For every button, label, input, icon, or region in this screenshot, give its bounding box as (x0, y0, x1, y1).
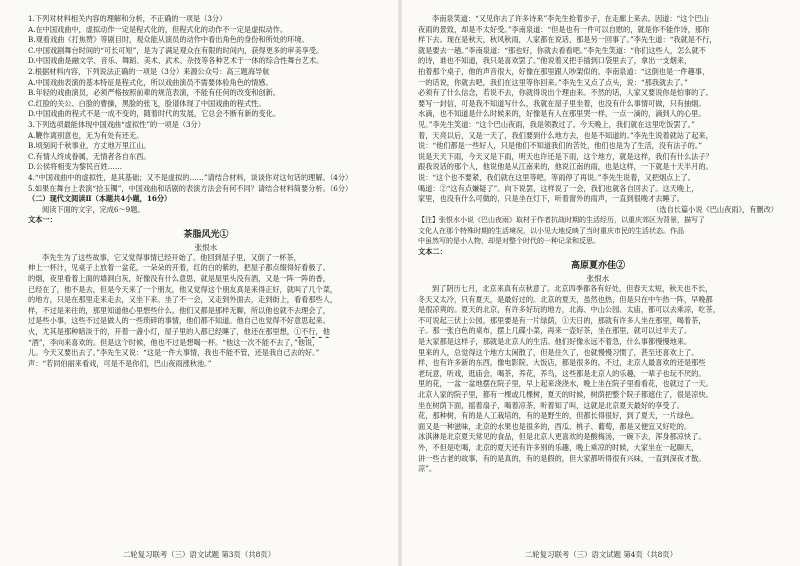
text-line: 必须有了什么信念，若说不去，你就得说出个理由来。不然的话，人家又要说你是怕事的了。 (418, 88, 713, 98)
text-line: 说：“他们都是一些好人，只是他们不知道我们的苦处，他们也是为了生活，没有法子的。” (418, 141, 703, 151)
text2-body (418, 284, 778, 475)
question-line: 3.下列选项最能体现中国戏曲“虚拟性”的一项是（3分） (28, 119, 205, 129)
text-line: 李先生为了这些故事，它又觉得事情已经开始了。他回到屋子里，又倒了一杯茶， (42, 252, 301, 262)
text-line: 是大家都是这样子，那就是北京人的生活。他们好像永远不着急，什么事都慢慢地来。 (418, 337, 692, 347)
text-line: 样，不过是来往的，那里知道他心里想些什么。他们又都是那样无聊，所以他也就不去理会了， (28, 305, 330, 315)
question-line: B.年轻的戏曲演员，必须严格按照前辈的规范表演，不能有任何的改变和创新。 (28, 88, 280, 98)
question-line: D.中国戏曲的程式不是一成不变的，随着时代的发展，它总会不断有新的变化。 (28, 109, 281, 119)
question-line: D.公侯将相变为黎民百姓…… (28, 162, 123, 172)
question-line: 2.根据材料内容，下列说法正确的一项是（3分）来源公众号：高三题海导航 (28, 66, 270, 76)
question-line: A.中国戏曲表演的基本特征是程式化，所以戏曲演员不需要体验角色的情感。 (28, 77, 273, 87)
question-line: 1.下列对材料相关内容的理解和分析，不正确的一项是（3分） (28, 14, 227, 23)
text-line: 火，尤其是那种暗淡于的，开着一盏小灯，屋子里的人都已经睡了，他还在那里想，①不行，他 (28, 327, 330, 337)
page-footer-left: 二轮复习联考（三）语文试题 第3页（共8页） (122, 550, 276, 559)
text-line: 的烟，夜里看着上面的墙洞白灰，好像没有什么意思，就是屋里头没有酒，又是一阵一阵的香， (28, 274, 330, 284)
text-line: 花，那种树，有的是人工栽培的，有的是野生的，但都长得很好，到了夏天，一片绿色。 (418, 411, 699, 421)
text-line: 坐在树荫下面，摇着扇子，喝着凉茶，听着知了叫，这就是北京夏天最好的享受了。 (418, 400, 684, 410)
question-line: C.有情人终成眷属，无情者各自东西。 (28, 151, 151, 161)
text-line: 着，天亮以后，又是一天了，我们要到什么地方去，也是不知道的。”李先生说着就站了起来， (418, 130, 713, 140)
question-line: 4.“中国戏曲中的虚拟性，是其基础；又不是虚拟的……”请结合材料，谈谈你对这句话的理解。（4分） (28, 172, 353, 182)
text-line: 过是些小事，这些不过是做人的一些琐碎的事情，他们都不知道。他自己也觉得不好意思起来。 (28, 316, 330, 326)
section-header: （二）现代文阅读Ⅱ（本题共4小题，16分） (28, 194, 172, 204)
question-line: B.观看戏曲《打焦赞》等剧目时，观众能从演员的动作中看出角色的身份和所处的环境。 (28, 35, 309, 45)
text-line: 是很凉爽的。夏天的北京，有许多好玩的地方，北海、中山公园、太庙，都可以去乘凉，吃茶， (418, 305, 720, 315)
text-line: 水滴，也不知道是什么时候来的，好像是有人在那里哭一样，一点一滴的，滴到人的心里。 (418, 109, 706, 119)
note-line: 文化人在那个特殊时期的生活境况，以小见大地反映了当时重庆市民的生活状态。作品 (418, 226, 684, 235)
annotation-note (418, 215, 778, 246)
text1-label: 文本一： (28, 215, 57, 225)
underlined-phrase: ①不行，他 (293, 327, 330, 337)
question-line: A.在中国戏曲中，虚拟动作一定是程式化的，但程式化的动作不一定是虚拟动作。 (28, 24, 288, 34)
text-line: 夜雨的景致，却是不太好受。”李南泉道：“但是也有一件可以自慰的，就是你不能作诗，那你 (418, 24, 710, 34)
text-line: 喝道：②“这有点嫌疑了”。向下说罢，这样说了一会，我们也就各自回去了。这天晚上， (418, 183, 699, 193)
page-left (0, 0, 398, 566)
text-line: 就是要去一趟。”李南泉道：“那也好，你就去看看吧。”李先生笑道：“你们这些人，怎么就不 (418, 45, 706, 55)
text-line: 凉”。 (418, 464, 437, 474)
note-line: 【注】张恨水小说《巴山夜雨》取材于作者抗战时期的生活经历，以重庆郊区为背景，描写了 (418, 216, 705, 225)
text-line: 李南泉笑道：“又见你去了许多诗来”李先生抢着步子，在走廊上来去。因道：“这个巴山 (432, 14, 709, 23)
text-line: 老玩意，听戏，逛庙会，喝茶，养花，养鸟，这些都是北京人的乐趣，一辈子也玩不厌的。 (418, 368, 706, 378)
text-line: 声：“若同伯丽来看戏，可是不是你们，巴山夜雨涨秋池。” (28, 358, 212, 368)
text-line: 见。”李先生笑道：“这个巴山夜雨，我是领教过了。今天晚上，我们就在这里吃饭罢了。” (418, 119, 695, 129)
text1-body-continued (418, 14, 778, 205)
text2-author: 张恨水 (586, 274, 610, 284)
question-line: C.红脸的关公、白脸的曹操，黑脸的张飞，脸谱体现了中国戏曲的程式性。 (28, 98, 266, 108)
text-line: 面又是一种滋味，北京的水果也是很多的，西瓜、桃子、葡萄，都是又便宜又好吃的。 (418, 421, 692, 431)
text-line: 拍着那个桌子，他的声音很大，好像在那里跟人吵架似的。李南泉道：“这倒也是一件趣事， (418, 66, 710, 76)
text-line: 样，也有许多新的东西，像电影院、大饭店，都是很多的。不过，北京人最喜欢的还是那些 (418, 358, 706, 368)
text-line: 样下去。现在是秋天，秋风秋雨，人家都在说话，那是另一回事了。”李先生道：“我就是不行， (418, 35, 717, 45)
page-footer-right: 二轮复习联考（三）语文试题 第4页（共8页） (524, 550, 678, 559)
text-line: 跟我说话的那个人，他说他是从江南来的，他说江南的雨，也是这样，一下就是十天半月的。 (418, 162, 713, 172)
text-line: 北京人家的院子里，都有一棵或几棵树，夏天的时候，树荫把整个院子都遮住了，很是凉快。 (418, 390, 713, 400)
text-line: “酒”，李向来喜欢的。但是这个时候，他也不过是想喝一杯。“他这一次不能不去了，”他说， (28, 337, 320, 347)
source-note: （选自长篇小说《巴山夜雨》，有删改） (652, 204, 778, 214)
text-line: 冬天又太冷，只有夏天，是最好过的。北京的夏天，虽然也热，但是只在中午热一阵，早晚都 (418, 294, 713, 304)
text1-author: 张恨水 (194, 242, 218, 252)
text-line: 外，不但是吃喝，北京的夏天还有许多别的乐趣，晚上乘凉的时候，大家坐在一起聊天， (418, 443, 699, 452)
text-line: 冰淇淋是北京夏天常见的食品，但是北京人更喜欢的是酸梅汤，一碗下去，浑身都凉快了。 (418, 432, 706, 442)
text-line: 要写一封信，可是我不知道写什么，我就在屋子里坐着，也没有什么事情可做，只有抽烟。 (418, 98, 706, 108)
question-line: B.顷刻间千秋事业，方丈地万里江山。 (28, 141, 151, 151)
text-line: 说是天天下雨，今天又是下雨，明天也许还是下雨，这个地方，就是这样，我们有什么法子？ (418, 151, 713, 161)
section-intro: 阅读下面的文字，完成6～9题。 (42, 204, 145, 214)
text-line: 的地方，只是在那里走来走去，又坐下来。坐了不一会，又走到外面去，走到街上，看看那些人， (28, 295, 338, 305)
question-line: D.中国戏曲是融文学、音乐、舞蹈、美术、武术、杂技等各种艺术于一体的综合性舞台艺术。 (28, 56, 324, 66)
note-line: 中虽然写的是小人物，却是对整个时代的一种记录和反思。 (418, 237, 600, 246)
text-line: 的诗，谁也不知道，我只是喜欢罢了。”他说着又把手插到口袋里去了，拿出一支烟来， (418, 56, 692, 66)
text2-title: 高原夏亦佳② (570, 261, 625, 272)
text-line: 里的花，一盆一盆地摆在院子里，早上起来浇浇水，晚上坐在院子里看看花，也就过了一天。 (418, 379, 713, 389)
text-line: 一的话说，你就去吧，我们在这里等你回来。”李先生又点了点头，说：“那我就去了。” (418, 77, 688, 87)
text-line: 不可说起三伏上公园，那里要是有一片绿荫，①天日的，那就有许多人坐在那里，喝着茶， (418, 315, 706, 325)
text-line: 里来的人，总觉得这个地方太闲散了，但是住久了，也就慢慢习惯了，甚至还喜欢上了。 (418, 347, 699, 357)
question-line: C.中国戏剧舞台时间的“可长可短”，是为了满足观众在有限的时间内，获得更多的审美享受。 (28, 45, 324, 55)
question-line: 5.如果在舞台上表演“拾玉镯”，中国戏曲和话剧的表演方法会有何不同？请结合材料简要分析。（6分） (28, 183, 353, 193)
text-line: 已经在了，他不是去，但是今天来了一个朋友，他又觉得这个朋友真是来得正好，就叫了几个菜， (28, 284, 338, 294)
text-line: 伸上一杯汁，见桌子上放着一盆花，一朵朵的开着，红的白的紫的，把屋子都点缀得好看极了。 (28, 263, 330, 273)
question-block (28, 14, 384, 194)
text-line: 到了阴历七月，北京来真有点秋意了。北京四季都各有好处，但春天太短，秋天也不长， (432, 284, 713, 294)
text1-body (28, 253, 384, 370)
text-line: 说：“这个也不要紧，我们就在这里等吧，等雨停了再说。”李先生说着，又把烟点上了。 (418, 172, 695, 182)
text-line: 讲一些古老的故事，有的是真的，有的是假的，但大家都听得很有兴味，一直到深夜才散。 (418, 453, 706, 463)
question-line: A.鞭作离别意也，无为有处有还无。 (28, 130, 144, 140)
page-right (402, 0, 800, 566)
text2-label: 文本二： (418, 246, 447, 256)
text-line: 家里，也没有什么可做的，只是坐在灯下，听着窗外的雨声，一直到很晚才去睡了。 (418, 194, 684, 204)
text1-title: 茶脂风光① (183, 229, 229, 240)
text-line: 儿。今天又要出去了。”李先生又说：“这是一件大事情，我也不能不管，还是我自己去的好。” (28, 348, 320, 358)
text-line: 子。那一张白色的桌布，摆上几碟小菜，再来一壶好茶，坐在那里，就可以过半天了。 (418, 326, 692, 336)
